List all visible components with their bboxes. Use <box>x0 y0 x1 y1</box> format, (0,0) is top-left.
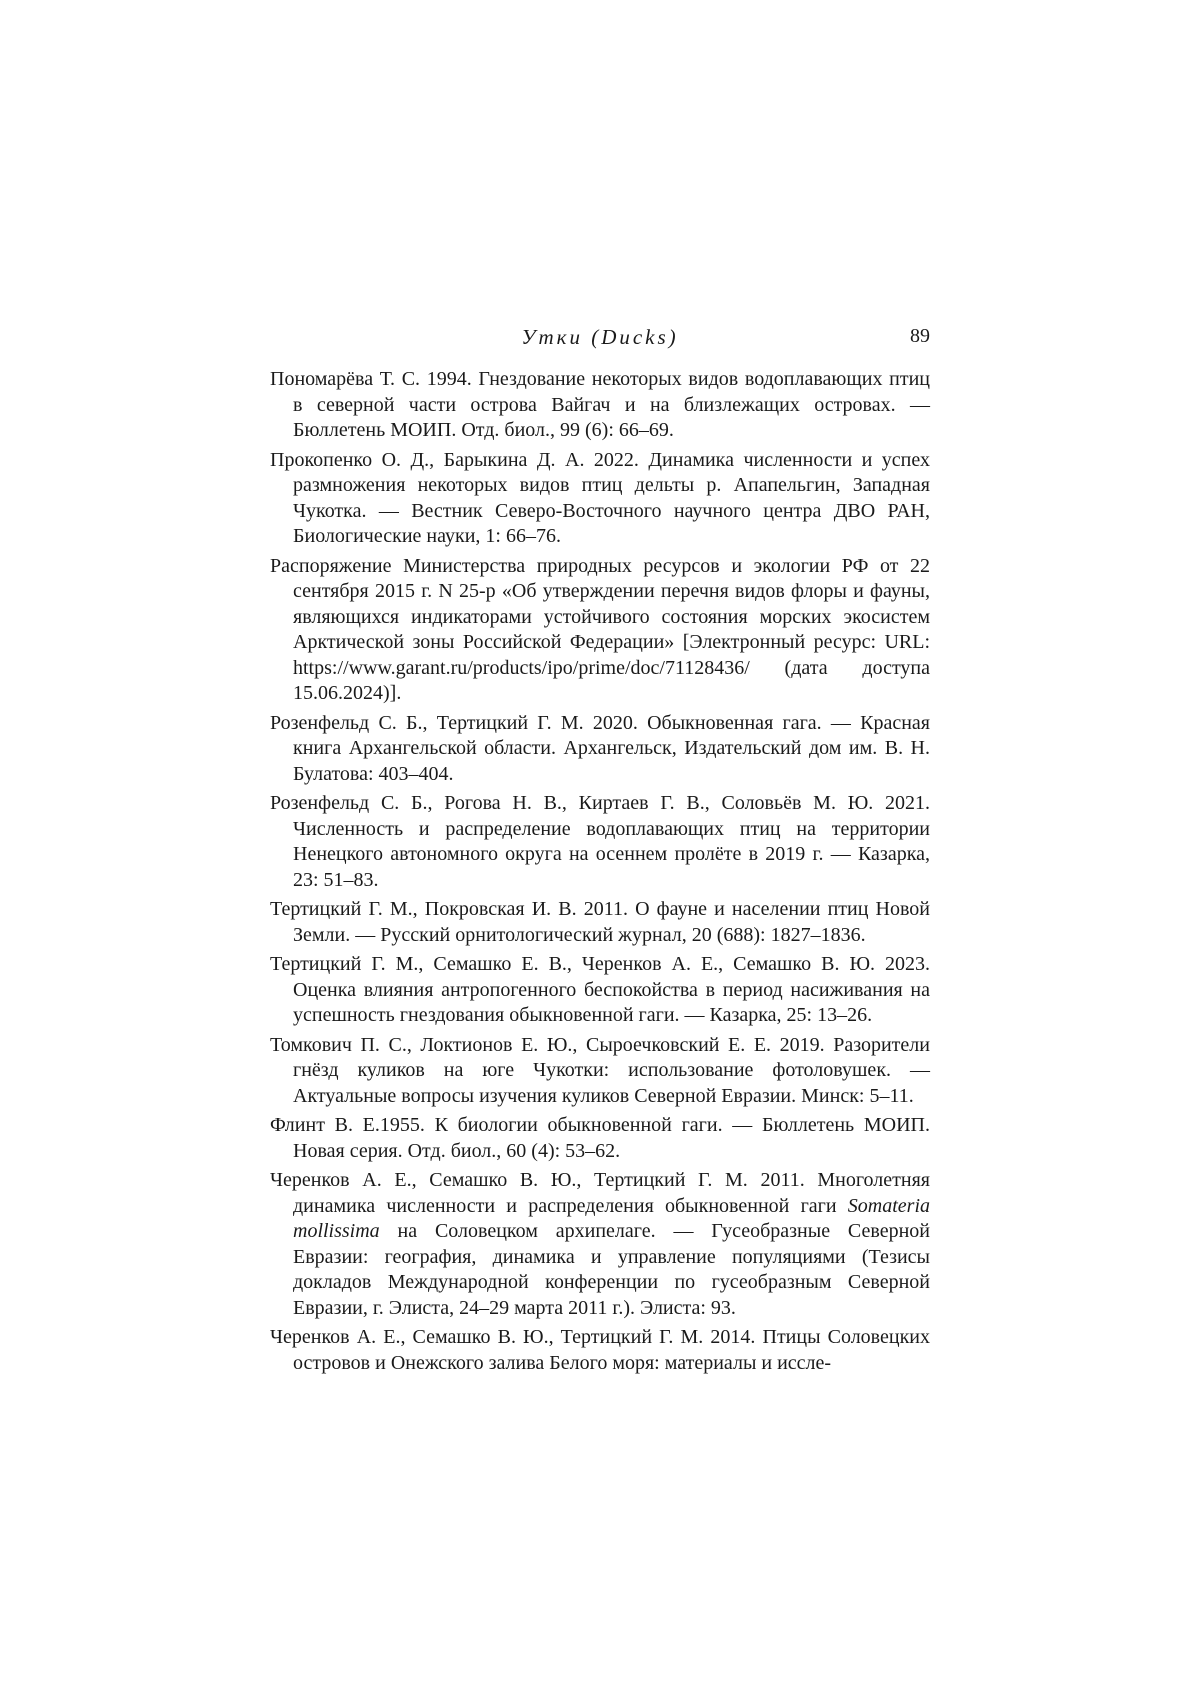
reference-text: на Соловецком архипелаге. — Гусеобразные Северной Евразии: география, динамика и управление популяциями (Тезисы докладов Международной конференции по гусеобразным Северной Евразии, г. Элиста, 24–29 марта 2011 г.). Элиста: 93. <box>293 1220 930 1319</box>
running-head <box>270 325 930 355</box>
reference-item <box>270 1168 930 1321</box>
reference-item: Розенфельд С. Б., Тертицкий Г. М. 2020. Обыкновенная гага. — Красная книга Архангельской области. Архангельск, Издательский дом им. В. Н. Булатова: 403–404. <box>270 711 930 788</box>
running-title: Утки (Ducks) <box>270 325 930 350</box>
reference-item: Прокопенко О. Д., Барыкина Д. А. 2022. Динамика численности и успех размножения некоторых видов птиц дельты р. Апапельгин, Западная Чукотка. — Вестник Северо-Восточного научного центра ДВО РАН, Биологические науки, 1: 66–76. <box>270 448 930 550</box>
reference-item: Флинт В. Е.1955. К биологии обыкновенной гаги. — Бюллетень МОИП. Новая серия. Отд. биол., 60 (4): 53–62. <box>270 1113 930 1164</box>
reference-item: Тертицкий Г. М., Семашко Е. В., Черенков А. Е., Семашко В. Ю. 2023. Оценка влияния антропогенного беспокойства в период насиживания на успешность гнездования обыкновенной гаги. — Казарка, 25: 13–26. <box>270 952 930 1029</box>
reference-item: Черенков А. Е., Семашко В. Ю., Тертицкий Г. М. 2014. Птицы Соловецких островов и Онежского залива Белого моря: материалы и иссле- <box>270 1325 930 1376</box>
reference-text: Черенков А. Е., Семашко В. Ю., Тертицкий Г. М. 2011. Многолетняя динамика численности и распределения обыкновенной гаги <box>270 1169 930 1217</box>
reference-item: Тертицкий Г. М., Покровская И. В. 2011. О фауне и населении птиц Новой Земли. — Русский орнитологический журнал, 20 (688): 1827–1836. <box>270 897 930 948</box>
reference-item: Распоряжение Министерства природных ресурсов и экологии РФ от 22 сентября 2015 г. N 25-р «Об утверждении перечня видов флоры и фауны, являющихся индикаторами устойчивого состояния морских экосистем Арктической зоны Российской Федерации» [Электронный ресурс: URL: https://www.garant.ru/products/ipo/prime/doc/71128436/ (дата доступа 15.06.2024)]. <box>270 554 930 707</box>
page <box>270 325 930 1380</box>
reference-item: Томкович П. С., Локтионов Е. Ю., Сыроечковский Е. Е. 2019. Разорители гнёзд куликов на юге Чукотки: использование фотоловушек. — Актуальные вопросы изучения куликов Северной Евразии. Минск: 5–11. <box>270 1033 930 1110</box>
species-name: Somateria mollissima <box>293 1195 930 1243</box>
reference-list <box>270 367 930 1376</box>
reference-item: Пономарёва Т. С. 1994. Гнездование некоторых видов водоплавающих птиц в северной части острова Вайгач и на близлежащих островах. — Бюллетень МОИП. Отд. биол., 99 (6): 66–69. <box>270 367 930 444</box>
page-number: 89 <box>910 325 930 348</box>
reference-item: Розенфельд С. Б., Рогова Н. В., Киртаев Г. В., Соловьёв М. Ю. 2021. Численность и распределение водоплавающих птиц на территории Ненецкого автономного округа на осеннем пролёте в 2019 г. — Казарка, 23: 51–83. <box>270 791 930 893</box>
